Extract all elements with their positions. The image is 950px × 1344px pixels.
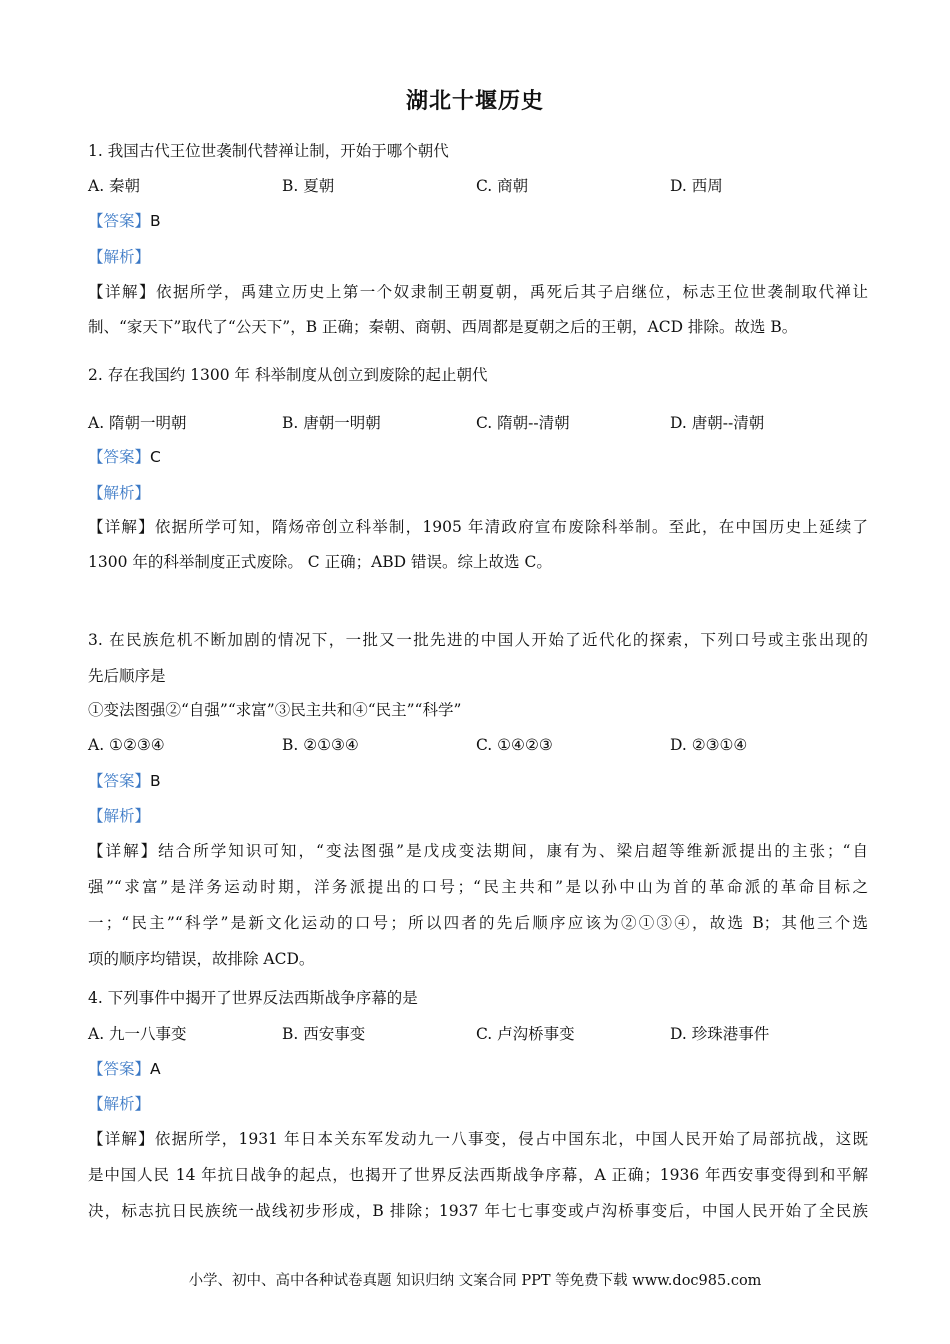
q3-stem-line-3: ①变法图强②“自强”“求富”③民主共和④“民主”“科学” [88,701,462,719]
q4-option-c: C. 卢沟桥事变 [476,1025,575,1043]
detail-tag: 【详解】 [88,1130,155,1148]
q3-analysis [88,805,868,827]
page-footer: 小学、初中、高中各种试卷真题 知识归纳 文案合同 PPT 等免费下载 www.doc985.com [188,1273,762,1289]
q3-option-d: D. ②③①④ [670,736,748,754]
q3-option-c: C. ①④②③ [476,736,553,754]
q4-answer [88,1058,868,1080]
q4-answer-value: A [150,1060,161,1078]
q4-detail-line-2: 是中国人民 14 年抗日战争的起点，也揭开了世界反法西斯战争序幕，A 正确；1936 年西安事变得到和平解 [88,1166,868,1184]
q1-option-d: D. 西周 [670,177,723,195]
q3-detail-line-3: 一；“民主”“科学”是新文化运动的口号；所以四者的先后顺序应该为②①③④，故选 B；其他三个选 [88,914,868,932]
q3-detail-line-1 [88,840,868,862]
q3-options [88,734,868,756]
page-title: 湖北十堰历史 [405,89,544,114]
q2-option-b: B. 唐朝一明朝 [282,414,381,432]
q2-answer-value: C [150,448,161,466]
analysis-tag: 【解析】 [88,1095,151,1113]
q1-options [88,175,868,197]
q1-answer [88,210,868,232]
q2-detail-line-2: 1300 年的科举制度正式废除。 C 正确；ABD 错误。综上故选 C。 [88,553,552,571]
q2-option-a: A. 隋朝一明朝 [88,414,187,432]
analysis-tag: 【解析】 [88,484,151,502]
detail-tag: 【详解】 [88,518,155,536]
q3-option-a: A. ①②③④ [88,736,165,754]
q3-stem-line-2: 先后顺序是 [88,667,166,685]
q4-detail-text-1: 依据所学，1931 年日本关东军发动九一八事变，侵占中国东北，中国人民开始了局部抗战，这既 [154,1130,868,1148]
q4-stem: 4. 下列事件中揭开了世界反法西斯战争序幕的是 [88,989,418,1007]
q3-detail-line-2: 强”“求富”是洋务运动时期，洋务派提出的口号；“民主共和”是以孙中山为首的革命派的革命目标之 [88,878,868,896]
q1-option-b: B. 夏朝 [282,177,335,195]
q3-answer [88,770,868,792]
q3-answer-value: B [150,772,161,790]
q1-option-c: C. 商朝 [476,177,529,195]
q1-detail-text-1: 依据所学，禹建立历史上第一个奴隶制王朝夏朝，禹死后其子启继位，标志王位世袭制取代禅让 [155,283,868,301]
answer-tag: 【答案】 [88,772,151,790]
q4-option-d: D. 珍珠港事件 [670,1025,770,1043]
q2-stem: 2. 存在我国约 1300 年 科举制度从创立到废除的起止朝代 [88,366,488,384]
analysis-tag: 【解析】 [88,248,151,266]
q3-detail-line-4: 项的顺序均错误，故排除 ACD。 [88,950,315,968]
q2-answer [88,446,868,468]
q1-answer-value: B [150,212,161,230]
detail-tag: 【详解】 [88,283,156,301]
q1-stem: 1. 我国古代王位世袭制代替禅让制，开始于哪个朝代 [88,142,449,160]
q2-detail-text-1: 依据所学可知，隋炀帝创立科举制，1905 年清政府宣布废除科举制。至此，在中国历史上延续了 [154,518,868,536]
q2-options [88,412,868,434]
q4-analysis [88,1093,868,1115]
q3-option-b: B. ②①③④ [282,736,359,754]
q4-option-a: A. 九一八事变 [88,1025,187,1043]
q2-analysis [88,482,868,504]
q2-detail-line-1 [88,516,868,538]
q4-detail-line-1 [88,1128,868,1150]
analysis-tag: 【解析】 [88,807,151,825]
answer-tag: 【答案】 [88,448,151,466]
detail-tag: 【详解】 [88,842,159,860]
answer-tag: 【答案】 [88,1060,151,1078]
q1-analysis [88,246,868,268]
q1-detail-line-2: 制、“家天下”取代了“公天下”，B 正确；秦朝、商朝、西周都是夏朝之后的王朝，ACD 排除。故选 B。 [88,318,798,336]
q4-option-b: B. 西安事变 [282,1025,366,1043]
q4-detail-line-3: 决，标志抗日民族统一战线初步形成，B 排除；1937 年七七事变或卢沟桥事变后，中国人民开始了全民族 [88,1202,868,1220]
q3-stem-line-1: 3. 在民族危机不断加剧的情况下，一批又一批先进的中国人开始了近代化的探索，下列口号或主张出现的 [88,631,868,649]
q2-option-c: C. 隋朝--清朝 [476,414,570,432]
answer-tag: 【答案】 [88,212,151,230]
q4-options [88,1023,868,1045]
q2-option-d: D. 唐朝--清朝 [670,414,765,432]
q1-detail-line-1 [88,281,868,303]
q3-detail-text-1: 结合所学知识可知，“变法图强”是戊戌变法期间，康有为、梁启超等维新派提出的主张；“自 [158,842,868,860]
q1-option-a: A. 秦朝 [88,177,141,195]
